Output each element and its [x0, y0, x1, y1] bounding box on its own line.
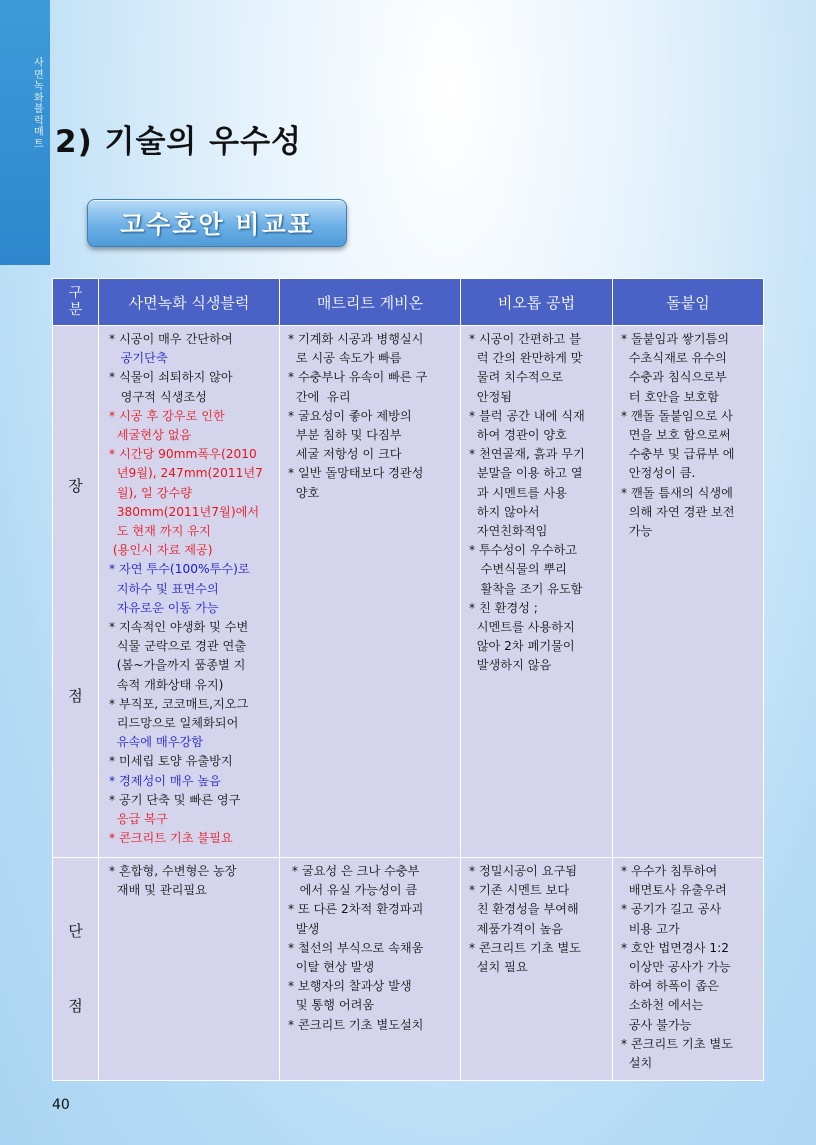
list-item: 및 통행 어려움 [288, 998, 375, 1013]
cons-row-head [53, 858, 99, 1081]
list-item: (봄~가을까지 품종별 지 [109, 658, 246, 673]
list-item: 에서 유실 가능성이 큼 [288, 883, 418, 898]
list-item: 년9월), 247mm(2011년7 [109, 466, 263, 481]
list-item: 수초식재로 유수의 [621, 351, 727, 366]
header-gubun [53, 279, 99, 326]
list-item: 재배 및 관리필요 [109, 883, 207, 898]
list-item: * 호안 법면경사 1:2 [621, 940, 729, 955]
pros-col2-list [288, 330, 454, 503]
list-item: 이탈 현상 발생 [288, 960, 375, 975]
list-item: * 콘크리트 기초 별도설치 [288, 1017, 424, 1032]
list-item: * 콘크리트 기초 별도 [621, 1036, 733, 1051]
list-item: 부분 침하 및 다짐부 [288, 428, 402, 443]
list-item: 럭 간의 완만하게 맞 [469, 351, 583, 366]
list-item: * 우수가 침투하여 [621, 864, 718, 878]
list-item: 비용 고가 [621, 921, 680, 936]
list-item: * 블럭 공간 내에 식재 [469, 408, 585, 423]
list-item: * 식물이 쇠퇴하지 않아 [109, 370, 233, 385]
list-item: * 일반 돌망태보다 경관성 [288, 466, 424, 481]
list-item: * 수충부나 유속이 빠른 구 [288, 370, 428, 385]
list-item: * 기계화 시공과 병행실시 [288, 332, 424, 346]
list-item: 면을 보호 함으로써 [621, 428, 731, 443]
list-item: 친 환경성을 부여해 [469, 902, 579, 917]
list-item: 하여 경관이 양호 [469, 428, 567, 443]
sub-title: 고수호안 비교표 [120, 210, 314, 239]
list-item: * 투수성이 우수하고 [469, 543, 578, 558]
list-item: * 깬돌 틈새의 식생에 [621, 485, 733, 500]
list-item: 물려 치수적으로 [469, 370, 564, 385]
list-item: 세굴 저항성 이 크다 [288, 447, 402, 462]
list-item: * 철선의 부식으로 속채움 [288, 940, 424, 955]
list-item: 속적 개화상태 유지) [109, 677, 224, 692]
list-item: 이상만 공사가 가능 [621, 960, 731, 975]
list-item: 지하수 및 표면수의 [109, 581, 219, 596]
list-item: 수변식물의 뿌리 [469, 562, 567, 577]
list-item: * 시공 후 강우로 인한 [109, 408, 225, 423]
list-item: * 공기가 길고 공사 [621, 902, 722, 917]
list-item: * 돌붙임과 쌓기틈의 [621, 332, 730, 346]
side-tab [0, 0, 50, 265]
list-item: * 공기 단축 및 빠른 영구 [109, 792, 241, 807]
list-item: 세굴현상 없음 [109, 428, 192, 443]
list-item: * 보행자의 찰과상 발생 [288, 979, 412, 994]
list-item: 안정성이 큼. [621, 466, 696, 481]
list-item: 응급 복구 [109, 812, 168, 827]
list-item: * 또 다른 2차적 환경파괴 [288, 902, 424, 917]
list-item: * 천연골재, 흙과 무기 [469, 447, 585, 462]
list-item: 않아 2차 폐기물이 [469, 639, 575, 654]
list-item: 유속에 매우강함 [109, 735, 204, 750]
list-item: * 콘크리트 기초 별도 [469, 940, 581, 955]
list-item: 발생 [288, 921, 320, 936]
cons-col1-cell [99, 858, 280, 1081]
list-item: 분말을 이용 하고 열 [469, 466, 583, 481]
pros-label-bottom: 점 [68, 686, 83, 705]
list-item: * 미세립 토양 유출방지 [109, 754, 233, 769]
pros-col3-cell [461, 326, 613, 858]
list-item: 수충과 침식으로부 [621, 370, 727, 385]
page-number: 40 [52, 1097, 70, 1113]
list-item: 시멘트를 사용하지 [469, 620, 575, 635]
list-item: 양호 [288, 485, 320, 500]
header-row [53, 279, 764, 326]
list-item: * 혼합형, 수변형은 농장 [109, 864, 237, 878]
list-item: 공기단축 [109, 351, 168, 366]
cons-col4-cell [613, 858, 764, 1081]
list-item: 설치 [621, 1056, 653, 1071]
cons-col3-list [469, 862, 606, 977]
list-item: * 굴요성 은 크나 수충부 [288, 864, 420, 878]
list-item: * 친 환경성 ; [469, 600, 538, 615]
list-item: 터 호안을 보호함 [621, 389, 719, 404]
pros-col4-cell [613, 326, 764, 858]
header-gubun-label: 구분 [68, 285, 83, 318]
side-tab-text: 사면녹화 블럭매트 [34, 58, 44, 150]
pros-col4-list [621, 330, 757, 541]
list-item: 자유로운 이동 가능 [109, 600, 219, 615]
pros-row [53, 326, 764, 858]
list-item: * 지속적인 야생화 및 수변 [109, 620, 249, 635]
comparison-table [52, 278, 764, 1081]
cons-col3-cell [461, 858, 613, 1081]
list-item: 과 시멘트를 사용 [469, 485, 567, 500]
cons-col4-list [621, 862, 757, 1073]
list-item: 식물 군락으로 경관 연출 [109, 639, 247, 654]
list-item: * 굴요성이 좋아 제방의 [288, 408, 412, 423]
list-item: * 시공이 간편하고 블 [469, 332, 581, 346]
pros-row-head [53, 326, 99, 858]
list-item: * 콘크리트 기초 불필요 [109, 831, 233, 846]
list-item: 하지 않아서 [469, 504, 540, 519]
list-item: 가능 [621, 524, 653, 539]
pros-label-top: 장 [68, 477, 83, 496]
list-item: * 기존 시멘트 보다 [469, 883, 570, 898]
list-item: * 경제성이 매우 높음 [109, 773, 221, 788]
header-col2: 매트리트 게비온 [280, 279, 461, 326]
sub-title-box [87, 199, 347, 247]
cons-col2-cell [280, 858, 461, 1081]
section-title: 2) 기술의 우수성 [55, 124, 302, 160]
header-col1: 사면녹화 식생블럭 [99, 279, 280, 326]
cons-label-bottom: 점 [68, 997, 83, 1015]
list-item: 380mm(2011년7월)에서 [109, 504, 260, 519]
pros-col1-list [109, 330, 273, 848]
list-item: 소하천 에서는 [621, 998, 704, 1013]
pros-col1-cell [99, 326, 280, 858]
cons-col2-list [288, 862, 454, 1035]
list-item: * 부직포, 코코매트,지오그 [109, 696, 249, 711]
list-item: 설치 필요 [469, 960, 528, 975]
list-item: * 시간당 90mm폭우(2010 [109, 447, 257, 462]
cons-label-top: 단 [68, 921, 83, 940]
header-col3: 비오톱 공법 [461, 279, 613, 326]
list-item: 하여 하폭이 좁은 [621, 979, 719, 994]
pros-col2-cell [280, 326, 461, 858]
list-item: 도 현재 까지 유지 [109, 524, 211, 539]
list-item: 월), 일 강수량 [109, 485, 192, 500]
list-item: 리드망으로 일체화되어 [109, 716, 239, 731]
list-item: * 시공이 매우 간단하여 [109, 332, 233, 346]
list-item: 안정됨 [469, 389, 513, 404]
list-item: 로 시공 속도가 빠름 [288, 351, 402, 366]
list-item: 활착을 조기 유도함 [469, 581, 583, 596]
list-item: * 정밀시공이 요구됨 [469, 864, 578, 878]
list-item: 영구적 식생조성 [109, 389, 207, 404]
list-item: (용인시 자료 제공) [109, 543, 213, 558]
list-item: * 자연 투수(100%투수)로 [109, 562, 250, 577]
list-item: 발생하지 않음 [469, 658, 552, 673]
list-item: 수충부 및 급류부 에 [621, 447, 735, 462]
list-item: 배면토사 유출우려 [621, 883, 727, 898]
cons-row [53, 858, 764, 1081]
list-item: 제품가격이 높음 [469, 921, 564, 936]
list-item: 간에 유리 [288, 389, 351, 404]
cons-col1-list [109, 862, 273, 900]
list-item: 자연친화적임 [469, 524, 548, 539]
list-item: * 깬돌 돌붙임으로 사 [621, 408, 733, 423]
header-col4: 돌붙임 [613, 279, 764, 326]
list-item: 의해 자연 경관 보전 [621, 504, 735, 519]
list-item: 공사 불가능 [621, 1017, 692, 1032]
pros-col3-list [469, 330, 606, 676]
